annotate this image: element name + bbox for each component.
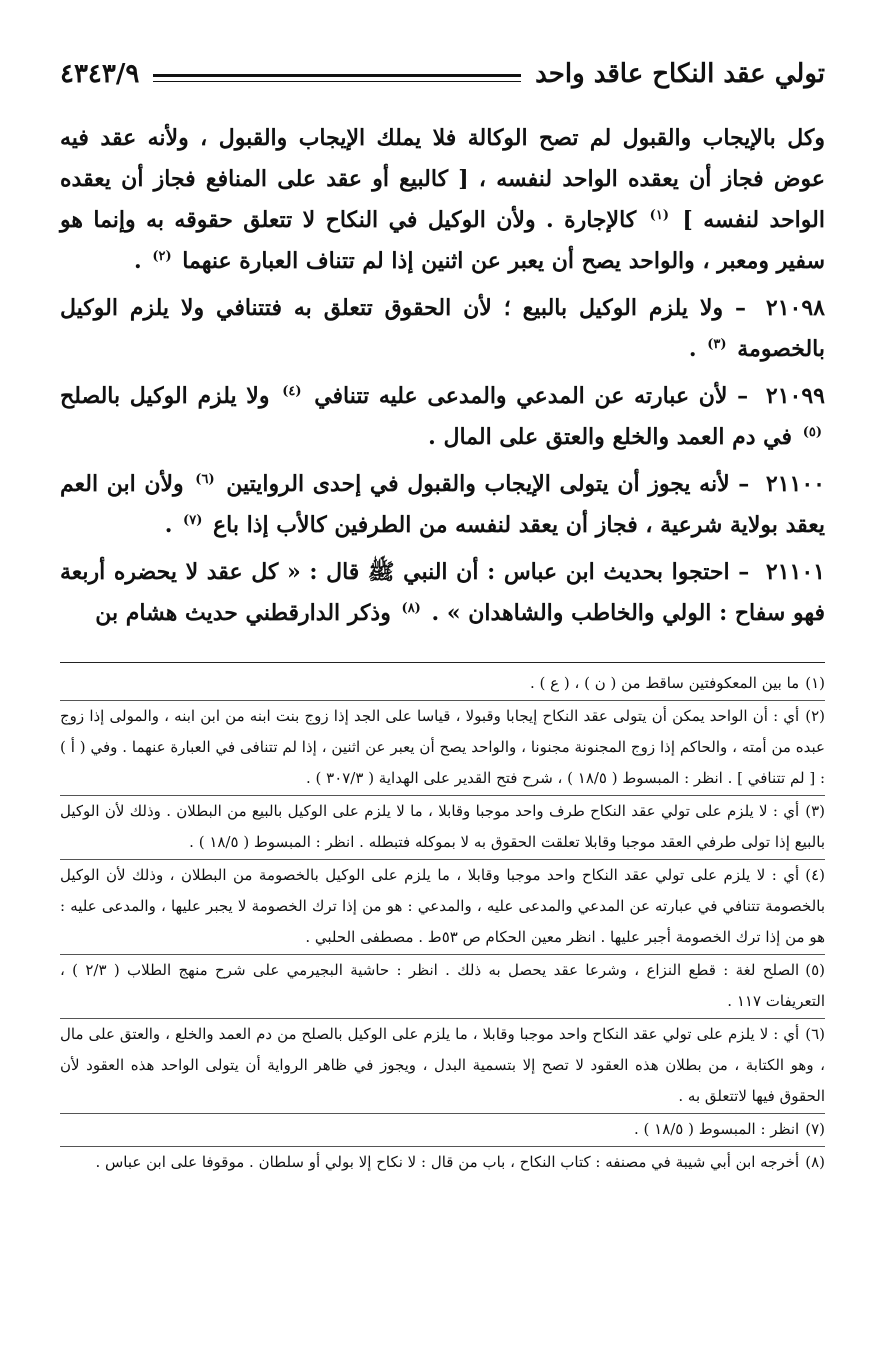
footnotes-divider xyxy=(60,662,825,663)
footnote-text: انظر : المبسوط ( ١٨/٥ ) . xyxy=(633,1120,800,1138)
footnote xyxy=(60,1147,825,1179)
footnote-ref: (٧) xyxy=(183,512,203,528)
footnote xyxy=(60,955,825,1019)
footnote-ref: (٨) xyxy=(401,600,421,616)
footnote-number: (٥) xyxy=(805,961,825,979)
running-header xyxy=(60,52,825,96)
footnote-text: أي : أن الواحد يمكن أن يتولى عقد النكاح إيجابا وقبولا ، قياسا على الجد إذا زوج بنت ابنه من ابن ابنه ، والمولى إذا زوج عبده من أمته ، والحاكم إذا زوج المجنونة مجنونا ، والواحد يصح أن يعبر عن اثنين ، إذا لم تتنافى في العبارة عنهما . وفي ( أ ) : [ لم تتنافي ] . انظر : المبسوط ( ١٨/٥ ) ، شرح فتح القدير على الهداية ( ٣٠٧/٣ ) . xyxy=(60,707,825,787)
footnote xyxy=(60,860,825,955)
paragraph-text: . xyxy=(164,512,173,538)
footnote-text: الصلح لغة : قطع النزاع ، وشرعا عقد يحصل به ذلك . انظر : حاشية البجيرمي على شرح منهج الطلاب ( ٢/٣ ) ، التعريفات ١١٧ . xyxy=(60,961,825,1010)
paragraph-text: – لأن عبارته عن المدعي والمدعى عليه تتنافي xyxy=(314,383,749,409)
footnote-number: (٧) xyxy=(805,1120,825,1138)
footnote xyxy=(60,1019,825,1114)
footnote-ref: (٥) xyxy=(802,424,822,440)
paragraph-text: ولأن ابن العم يعقد بولاية شرعية ، فجاز أن يعقد لنفسه من الطرفين كالأب إذا باع xyxy=(60,471,825,538)
paragraph-21100 xyxy=(60,464,825,546)
paragraph-number: ٢١١٠١ xyxy=(765,559,825,585)
footnote-ref: (٣) xyxy=(707,336,727,352)
footnote-number: (٦) xyxy=(805,1025,825,1043)
paragraph-number: ٢١١٠٠ xyxy=(765,471,825,497)
paragraph-continuation xyxy=(60,118,825,282)
footnote xyxy=(60,796,825,860)
paragraph-text: ولا يلزم الوكيل بالصلح xyxy=(60,383,270,409)
page-number: ٤٣٤٣/٩ xyxy=(60,59,140,89)
footnote-ref: (٢) xyxy=(152,248,172,264)
paragraph-number: ٢١٠٩٨ xyxy=(765,295,825,321)
paragraph-text: – لأنه يجوز أن يتولى الإيجاب والقبول في إحدى الروايتين xyxy=(226,471,750,497)
footnote-number: (٨) xyxy=(805,1153,825,1171)
header-title: تولي عقد النكاح عاقد واحد xyxy=(535,59,825,89)
header-rule xyxy=(153,74,521,82)
footnote xyxy=(60,701,825,796)
paragraph-text: – احتجوا بحديث ابن عباس : أن النبي ﷺ قال : « كل عقد لا يحضره أربعة فهو سفاح : الولي والخاطب والشاهدان » . xyxy=(60,559,825,626)
paragraph-number: ٢١٠٩٩ xyxy=(765,383,825,409)
footnote-text: أي : لا يلزم على تولي عقد النكاح واحد موجبا وقابلا ، ما يلزم على الوكيل بالخصومة من البطلان ، وذلك لأن الوكيل بالخصومة تتنافي في عبارته عن المدعي والمدعى عليه ، والمدعي : هو من إذا ترك الخصومة لا يجبر عليها ، والمدعى عليه : هو من إذا ترك الخصومة أجبر عليها . انظر معين الحكام ص ٥٣ط . مصطفى الحلبي . xyxy=(60,866,825,946)
main-text xyxy=(60,118,825,640)
paragraph-text: وذكر الدارقطني حديث هشام بن xyxy=(95,600,391,626)
paragraph-text: . xyxy=(688,336,697,362)
footnote-ref: (١) xyxy=(649,207,669,223)
footnote xyxy=(60,668,825,701)
footnote-ref: (٦) xyxy=(195,471,215,487)
paragraph-21099 xyxy=(60,376,825,458)
footnote-number: (٢) xyxy=(805,707,825,725)
footnote-number: (١) xyxy=(805,674,825,692)
footnote-text: ما بين المعكوفتين ساقط من ( ن ) ، ( ع ) . xyxy=(529,674,800,692)
footnote-ref: (٤) xyxy=(282,383,302,399)
paragraph-text: . xyxy=(133,248,142,274)
footnotes xyxy=(60,668,825,1179)
paragraph-text: كالإجارة . ولأن الوكيل في النكاح لا تتعلق حقوقه به وإنما هو سفير ومعبر ، والواحد يصح أن يعبر عن اثنين إذا لم تتناف العبارة عنهما xyxy=(60,207,825,274)
footnote-text: أي : لا يلزم على تولي عقد النكاح واحد موجبا وقابلا ، ما يلزم على الوكيل بالصلح من دم العمد والخلع ، والعتق على مال ، وهو الكتابة ، من بطلان هذه العقود لا تصح إلا بتسمية البدل ، ويجوز في ظاهر الرواية أن يتولى الواحد هذه العقود لأن الحقوق فيها لاتتعلق به . xyxy=(60,1025,825,1105)
paragraph-text: في دم العمد والخلع والعتق على المال . xyxy=(428,424,793,450)
paragraph-text: – ولا يلزم الوكيل بالبيع ؛ لأن الحقوق تتعلق به فتتنافي ولا يلزم الوكيل بالخصومة xyxy=(60,295,825,362)
paragraph-21101 xyxy=(60,552,825,634)
paragraph-21098 xyxy=(60,288,825,370)
paragraph-text: وكل بالإيجاب والقبول لم تصح الوكالة فلا يملك الإيجاب والقبول ، ولأنه عقد فيه عوض فجاز أن يعقده الواحد لنفسه ، [ كالبيع أو عقد على المنافع فجاز أن يعقده الواحد لنفسه ] xyxy=(60,125,825,233)
footnote-number: (٤) xyxy=(805,866,825,884)
footnote-number: (٣) xyxy=(805,802,825,820)
footnote xyxy=(60,1114,825,1147)
footnote-text: أي : لا يلزم على تولي عقد النكاح طرف واحد موجبا وقابلا ، ما لا يلزم على الوكيل بالبيع من البطلان . وذلك لأن الوكيل بالبيع إذا تولى طرفي العقد موجبا وقابلا تعلقت الحقوق به لا بموكله فتبطله . انظر : المبسوط ( ١٨/٥ ) . xyxy=(60,802,825,851)
footnote-text: أخرجه ابن أبي شيبة في مصنفه : كتاب النكاح ، باب من قال : لا نكاح إلا بولي أو سلطان . موقوفا على ابن عباس . xyxy=(95,1153,800,1171)
